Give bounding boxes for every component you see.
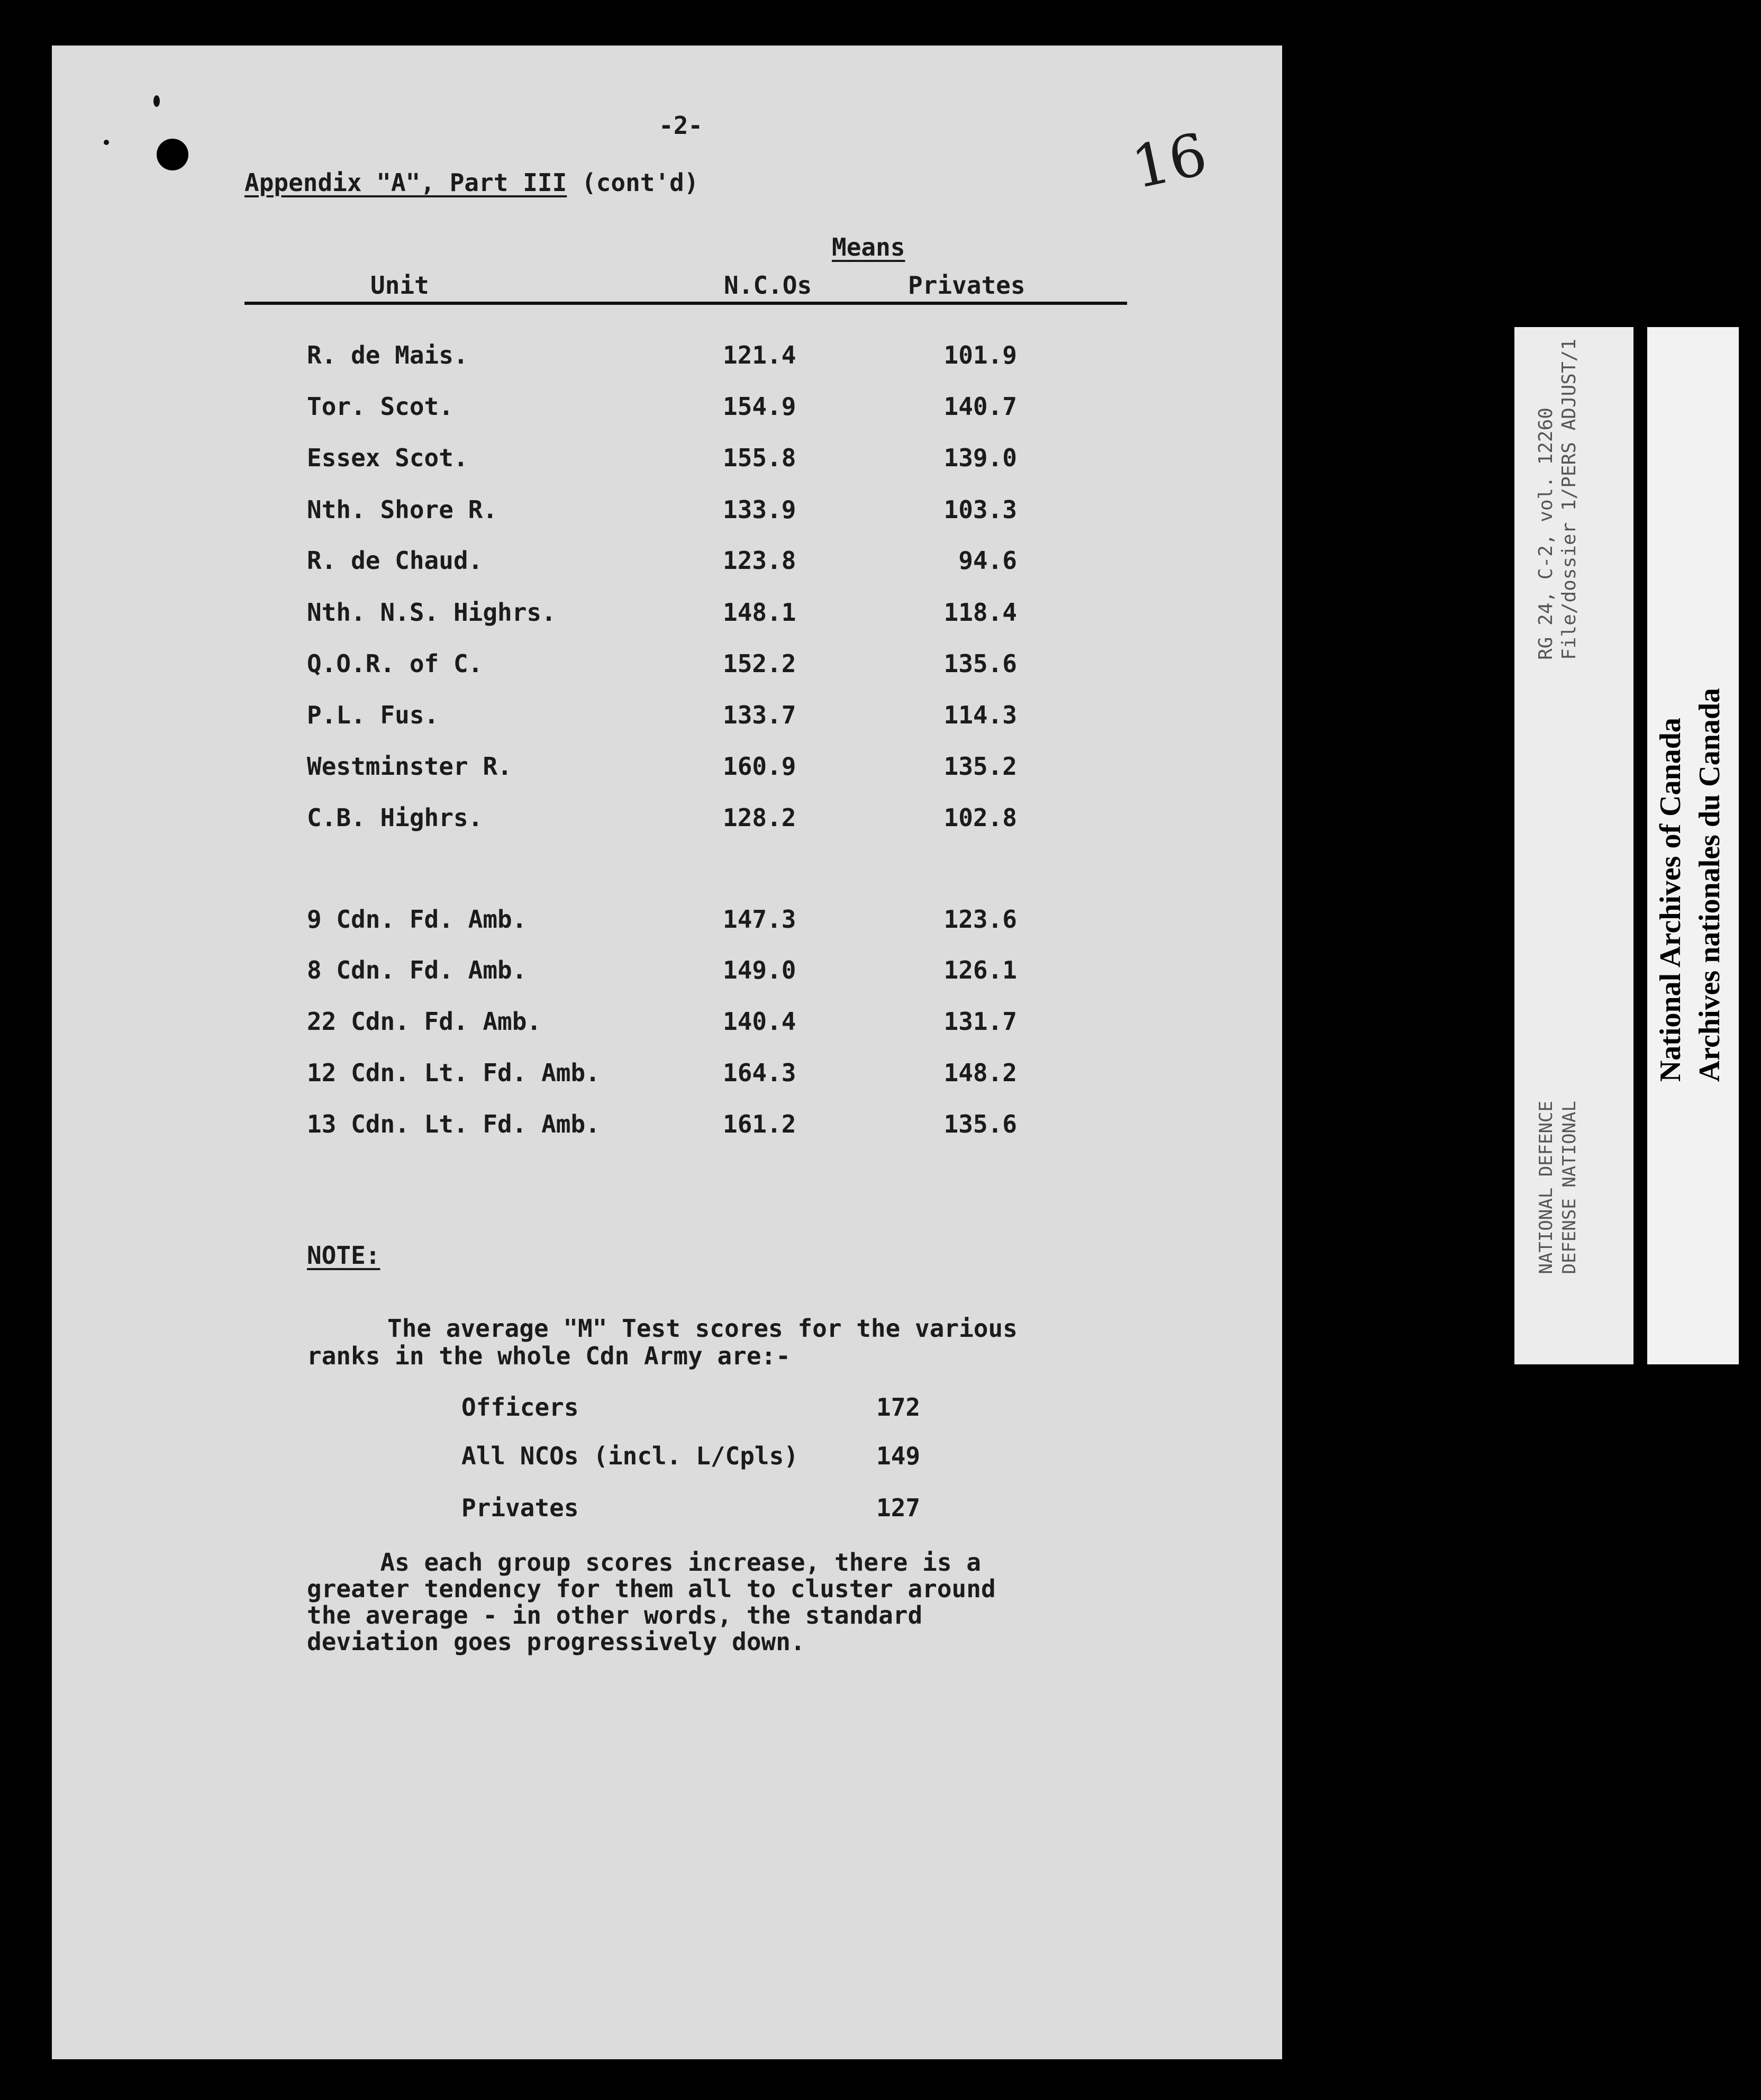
nco-mean-cell: 155.8	[723, 443, 796, 472]
privates-mean-cell: 123.6	[943, 905, 1017, 934]
privates-mean-cell: 135.6	[943, 649, 1017, 678]
privates-mean-cell: 102.8	[943, 803, 1017, 832]
privates-mean-cell: 148.2	[943, 1058, 1017, 1087]
department-line: NATIONAL DEFENCE	[1536, 1101, 1557, 1274]
ink-speck	[153, 95, 160, 107]
unit-cell: 13 Cdn. Lt. Fd. Amb.	[307, 1110, 600, 1138]
unit-cell: Westminster R.	[307, 752, 512, 781]
unit-cell: Q.O.R. of C.	[307, 649, 483, 678]
column-header-privates: Privates	[908, 271, 1025, 300]
conclusion-line: deviation goes progressively down.	[307, 1627, 805, 1656]
reference-line: RG 24, C-2, vol. 12260	[1535, 408, 1557, 660]
privates-mean-cell: 126.1	[943, 956, 1017, 984]
average-rank-officers: Officers	[461, 1393, 579, 1422]
conclusion-line: greater tendency for them all to cluster around	[307, 1574, 996, 1603]
conclusion-line: the average - in other words, the standard	[307, 1601, 923, 1630]
unit-cell: Essex Scot.	[307, 443, 468, 472]
unit-cell: Tor. Scot.	[307, 392, 453, 421]
nco-mean-cell: 149.0	[723, 956, 796, 984]
header-rule	[244, 302, 1127, 305]
heading-suffix: (cont'd)	[581, 168, 699, 197]
ink-speck	[104, 140, 109, 145]
nco-mean-cell: 160.9	[723, 752, 796, 781]
privates-mean-cell: 135.6	[943, 1110, 1017, 1138]
note-intro-line: The average "M" Test scores for the various	[387, 1314, 1018, 1343]
average-rank-ncos: All NCOs (incl. L/Cpls)	[461, 1442, 798, 1470]
nco-mean-cell: 133.7	[723, 701, 796, 729]
department-line: DEFENSE NATIONAL	[1559, 1101, 1580, 1274]
nco-mean-cell: 147.3	[723, 905, 796, 934]
reference-line: File/dossier 1/PERS ADJUST/1	[1558, 339, 1580, 660]
unit-cell: 9 Cdn. Fd. Amb.	[307, 905, 527, 934]
unit-cell: R. de Chaud.	[307, 546, 483, 575]
average-rank-privates: Privates	[461, 1493, 579, 1522]
unit-cell: 8 Cdn. Fd. Amb.	[307, 956, 527, 984]
column-header-ncos: N.C.Os	[724, 271, 812, 300]
privates-mean-cell: 118.4	[943, 598, 1017, 627]
nco-mean-cell: 152.2	[723, 649, 796, 678]
privates-mean-cell: 94.6	[958, 546, 1017, 575]
unit-cell: 12 Cdn. Lt. Fd. Amb.	[307, 1058, 600, 1087]
unit-cell: C.B. Highrs.	[307, 803, 483, 832]
average-score-privates: 127	[876, 1493, 921, 1522]
privates-mean-cell: 140.7	[943, 392, 1017, 421]
nco-mean-cell: 148.1	[723, 598, 796, 627]
note-label: NOTE:	[307, 1241, 380, 1270]
privates-mean-cell: 101.9	[943, 341, 1017, 369]
unit-cell: 22 Cdn. Fd. Amb.	[307, 1007, 542, 1036]
document-page	[52, 46, 1282, 2059]
nco-mean-cell: 133.9	[723, 495, 796, 524]
archives-label	[1651, 688, 1729, 1082]
unit-cell: P.L. Fus.	[307, 701, 439, 729]
nco-mean-cell: 128.2	[723, 803, 796, 832]
handwritten-page-mark: 16	[1126, 120, 1213, 202]
nco-mean-cell: 161.2	[723, 1110, 796, 1138]
privates-mean-cell: 139.0	[943, 443, 1017, 472]
unit-cell: Nth. N.S. Highrs.	[307, 598, 556, 627]
means-header: Means	[832, 233, 905, 261]
nco-mean-cell: 123.8	[723, 546, 796, 575]
heading-title: Appendix "A", Part III	[244, 168, 567, 197]
nco-mean-cell: 140.4	[723, 1007, 796, 1036]
page-number: -2-	[659, 111, 703, 140]
column-header-unit: Unit	[370, 271, 429, 300]
archives-name-en: National Archives of Canada	[1654, 718, 1687, 1082]
privates-mean-cell: 135.2	[943, 752, 1017, 781]
archive-reference	[1535, 339, 1581, 660]
note-intro-line: ranks in the whole Cdn Army are:-	[307, 1342, 791, 1370]
archives-name-fr: Archives nationales du Canada	[1693, 688, 1726, 1082]
nco-mean-cell: 164.3	[723, 1058, 796, 1087]
conclusion-line: As each group scores increase, there is a	[307, 1548, 981, 1577]
nco-mean-cell: 121.4	[723, 341, 796, 369]
unit-cell: R. de Mais.	[307, 341, 468, 369]
average-score-officers: 172	[876, 1393, 921, 1422]
department-label	[1535, 1101, 1581, 1274]
average-score-ncos: 149	[876, 1442, 921, 1470]
privates-mean-cell: 114.3	[943, 701, 1017, 729]
unit-cell: Nth. Shore R.	[307, 495, 498, 524]
privates-mean-cell: 103.3	[943, 495, 1017, 524]
punch-hole	[157, 139, 188, 170]
privates-mean-cell: 131.7	[943, 1007, 1017, 1036]
appendix-heading	[244, 168, 699, 197]
nco-mean-cell: 154.9	[723, 392, 796, 421]
